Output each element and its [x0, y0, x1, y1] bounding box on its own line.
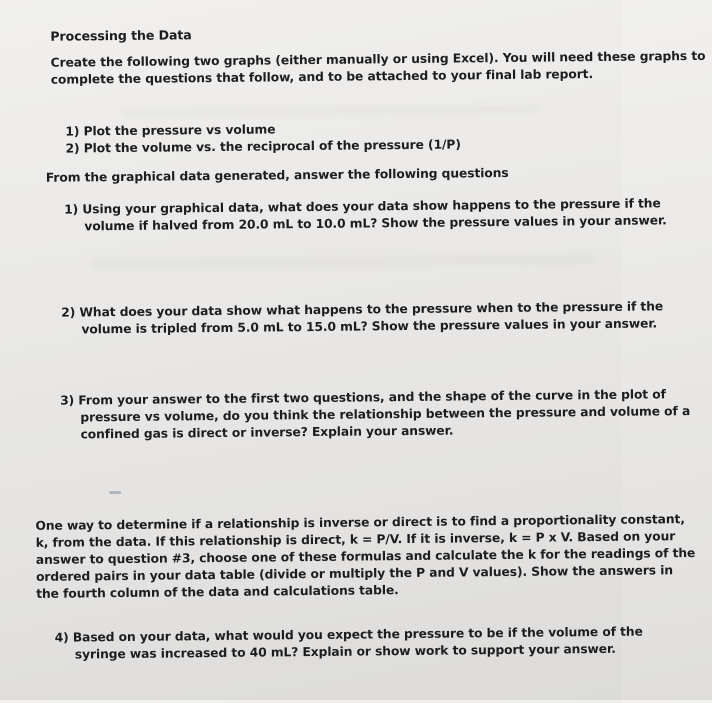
question-3-line: pressure vs volume, do you think the relationship between the pressure and volume of a: [80, 404, 691, 425]
question-1-line: volume if halved from 20.0 mL to 10.0 mL? Show the pressure values in your answer.: [84, 213, 667, 234]
proportionality-line: answer to question #3, choose one of these formulas and calculate the k for the readings of the: [35, 546, 696, 567]
proportionality-line: ordered pairs in your data table (divide or multiply the P and V values). Show the answers in: [35, 563, 674, 584]
proportionality-line: One way to determine if a relationship is inverse or direct is to find a proportionality constant,: [35, 512, 685, 533]
show-through-text: [93, 255, 593, 268]
intro-line: Create the following two graphs (either manually or using Excel). You will need these graphs to: [50, 48, 706, 70]
questions-intro: From the graphical data generated, answer the following questions: [45, 165, 509, 185]
proportionality-line: the fourth column of the data and calculations table.: [36, 583, 399, 601]
question-3-line: confined gas is direct or inverse? Explain your answer.: [80, 423, 454, 442]
graph-item: 2) Plot the volume vs. the reciprocal of the pressure (1/P): [65, 137, 461, 156]
proportionality-line: k, from the data. If this relationship is direct, k = P/V. If it is inverse, k = P x V. Based on your: [35, 529, 676, 550]
question-4-line: syringe was increased to 40 mL? Explain or show work to support your answer.: [74, 641, 616, 662]
intro-line: complete the questions that follow, and to be attached to your final lab report.: [50, 67, 594, 87]
question-2-line: 2) What does your data show what happens to the pressure when to the pressure if the: [61, 299, 664, 320]
question-3-line: 3) From your answer to the first two questions, and the shape of the curve in the plot of: [60, 387, 666, 408]
pen-mark: [109, 491, 121, 494]
question-4-line: 4) Based on your data, what would you expect the pressure to be if the volume of the: [54, 624, 643, 645]
question-1-line: 1) Using your graphical data, what does your data show happens to the pressure if the: [64, 196, 661, 217]
show-through-text: [121, 106, 541, 116]
graph-item: 1) Plot the pressure vs volume: [65, 122, 276, 139]
question-2-line: volume is tripled from 5.0 mL to 15.0 mL? Show the pressure values in your answer.: [81, 316, 658, 337]
section-title: Processing the Data: [50, 27, 192, 44]
